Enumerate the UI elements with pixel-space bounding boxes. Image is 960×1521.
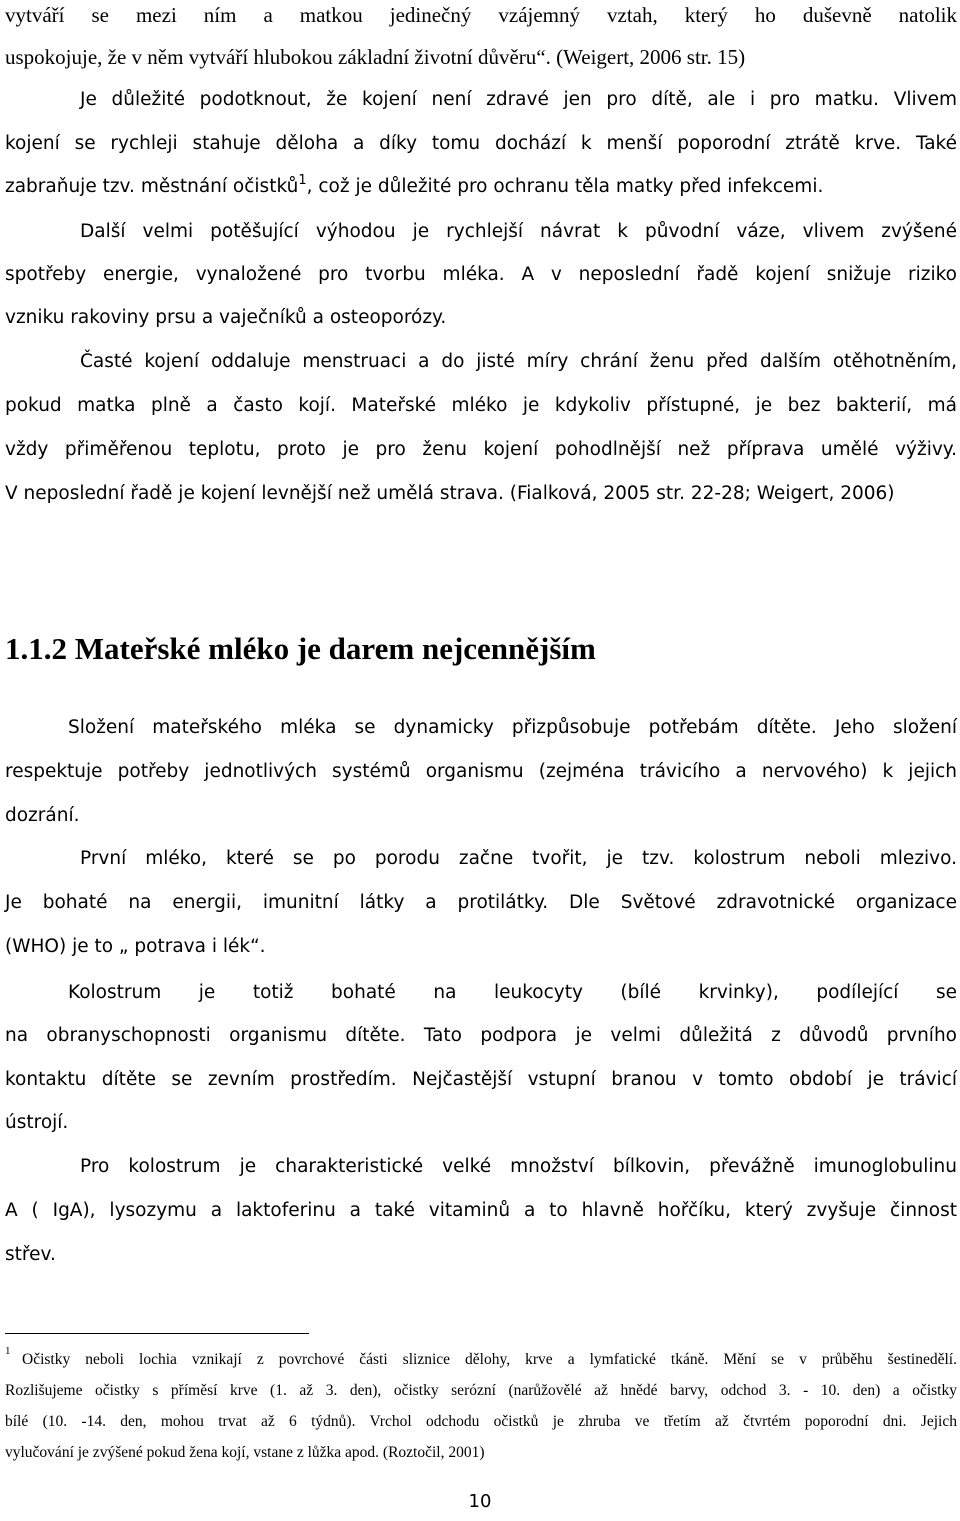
text-line: uspokojuje, že v něm vytváří hlubokou základní životní důvěru“. (Weigert, 2006 str. 15) xyxy=(5,45,746,69)
text-line: Kolostrum je totiž bohaté na leukocyty (bílé krvinky), podílející se xyxy=(68,982,957,1003)
text-line: ústrojí. xyxy=(5,1112,69,1133)
footnote-line: bílé (10. -14. den, mohou trvat až 6 týdnů). Vrchol odchodu očistků je zhruba ve třetím až čtvrtém poporodní dni. Jejich xyxy=(5,1413,957,1430)
text-line: Pro kolostrum je charakteristické velké množství bílkovin, převážně imunoglobulinu xyxy=(80,1156,957,1177)
footnote-line: Očistky neboli lochia vznikají z povrchové části sliznice dělohy, krve a lymfatické tkáně. Mění se v průběhu šestinedělí. xyxy=(22,1351,957,1368)
text-line: pokud matka plně a často kojí. Mateřské mléko je kdykoliv přístupné, je bez bakterií, má xyxy=(5,395,957,416)
text-line: Další velmi potěšující výhodou je rychlejší návrat k původní váze, vlivem zvýšené xyxy=(80,221,957,242)
text-line: Časté kojení oddaluje menstruaci a do jisté míry chrání ženu před dalším otěhotněním, xyxy=(80,351,957,372)
footnote-divider xyxy=(5,1333,309,1334)
text-line: kojení se rychleji stahuje děloha a díky tomu dochází k menší poporodní ztrátě krve. Také xyxy=(5,133,957,154)
text-fragment: , což je důležité pro ochranu těla matky před infekcemi. xyxy=(306,176,824,197)
text-line: V neposlední řadě je kojení levnější než umělá strava. (Fialková, 2005 str. 22-28; Weigert, 2006) xyxy=(5,483,895,504)
text-line: Je důležité podotknout, že kojení není zdravé jen pro dítě, ale i pro matku. Vlivem xyxy=(80,89,957,110)
text-line: vždy přiměřenou teplotu, proto je pro ženu kojení pohodlnější než příprava umělé výživy. xyxy=(5,439,957,460)
text-line: vytváří se mezi ním a matkou jedinečný vzájemný vztah, který ho duševně natolik xyxy=(5,3,957,27)
text-line: spotřeby energie, vynaložené pro tvorbu mléka. A v neposlední řadě kojení snižuje riziko xyxy=(5,264,957,285)
text-line: respektuje potřeby jednotlivých systémů organismu (zejména trávicího a nervového) k jejich xyxy=(5,761,957,782)
footnote-reference: 1 xyxy=(298,173,307,188)
footnote-number: 1 xyxy=(5,1345,11,1357)
text-line: na obranyschopnosti organismu dítěte. Tato podpora je velmi důležitá z důvodů prvního xyxy=(5,1025,957,1046)
text-line xyxy=(5,174,957,200)
text-line: dozrání. xyxy=(5,805,80,826)
text-line: kontaktu dítěte se zevním prostředím. Nejčastější vstupní branou v tomto období je trávicí xyxy=(5,1069,957,1090)
text-line: První mléko, které se po porodu začne tvořit, je tzv. kolostrum neboli mlezivo. xyxy=(80,848,957,869)
text-line: Složení mateřského mléka se dynamicky přizpůsobuje potřebám dítěte. Jeho složení xyxy=(68,717,957,738)
footnote-line: Rozlišujeme očistky s příměsí krve (1. až 3. den), očistky serózní (narůžovělé až hnědé barvy, odchod 3. - 10. den) a očistky xyxy=(5,1382,957,1399)
page-number: 10 xyxy=(468,1491,492,1512)
text-line: vzniku rakoviny prsu a vaječníků a osteoporózy. xyxy=(5,307,447,328)
footnote-line: vylučování je zvýšené pokud žena kojí, vstane z lůžka apod. (Roztočil, 2001) xyxy=(5,1444,485,1461)
text-line: A ( IgA), lysozymu a laktoferinu a také vitaminů a to hlavně hořčíku, který zvyšuje činnost xyxy=(5,1200,957,1221)
text-fragment: zabraňuje tzv. městnání očistků xyxy=(5,176,299,197)
section-heading: 1.1.2 Mateřské mléko je darem nejcennějším xyxy=(5,631,596,666)
text-line: (WHO) je to „ potrava i lék“. xyxy=(5,936,266,957)
text-line: střev. xyxy=(5,1244,56,1265)
text-line: Je bohaté na energii, imunitní látky a protilátky. Dle Světové zdravotnické organizace xyxy=(5,892,957,913)
